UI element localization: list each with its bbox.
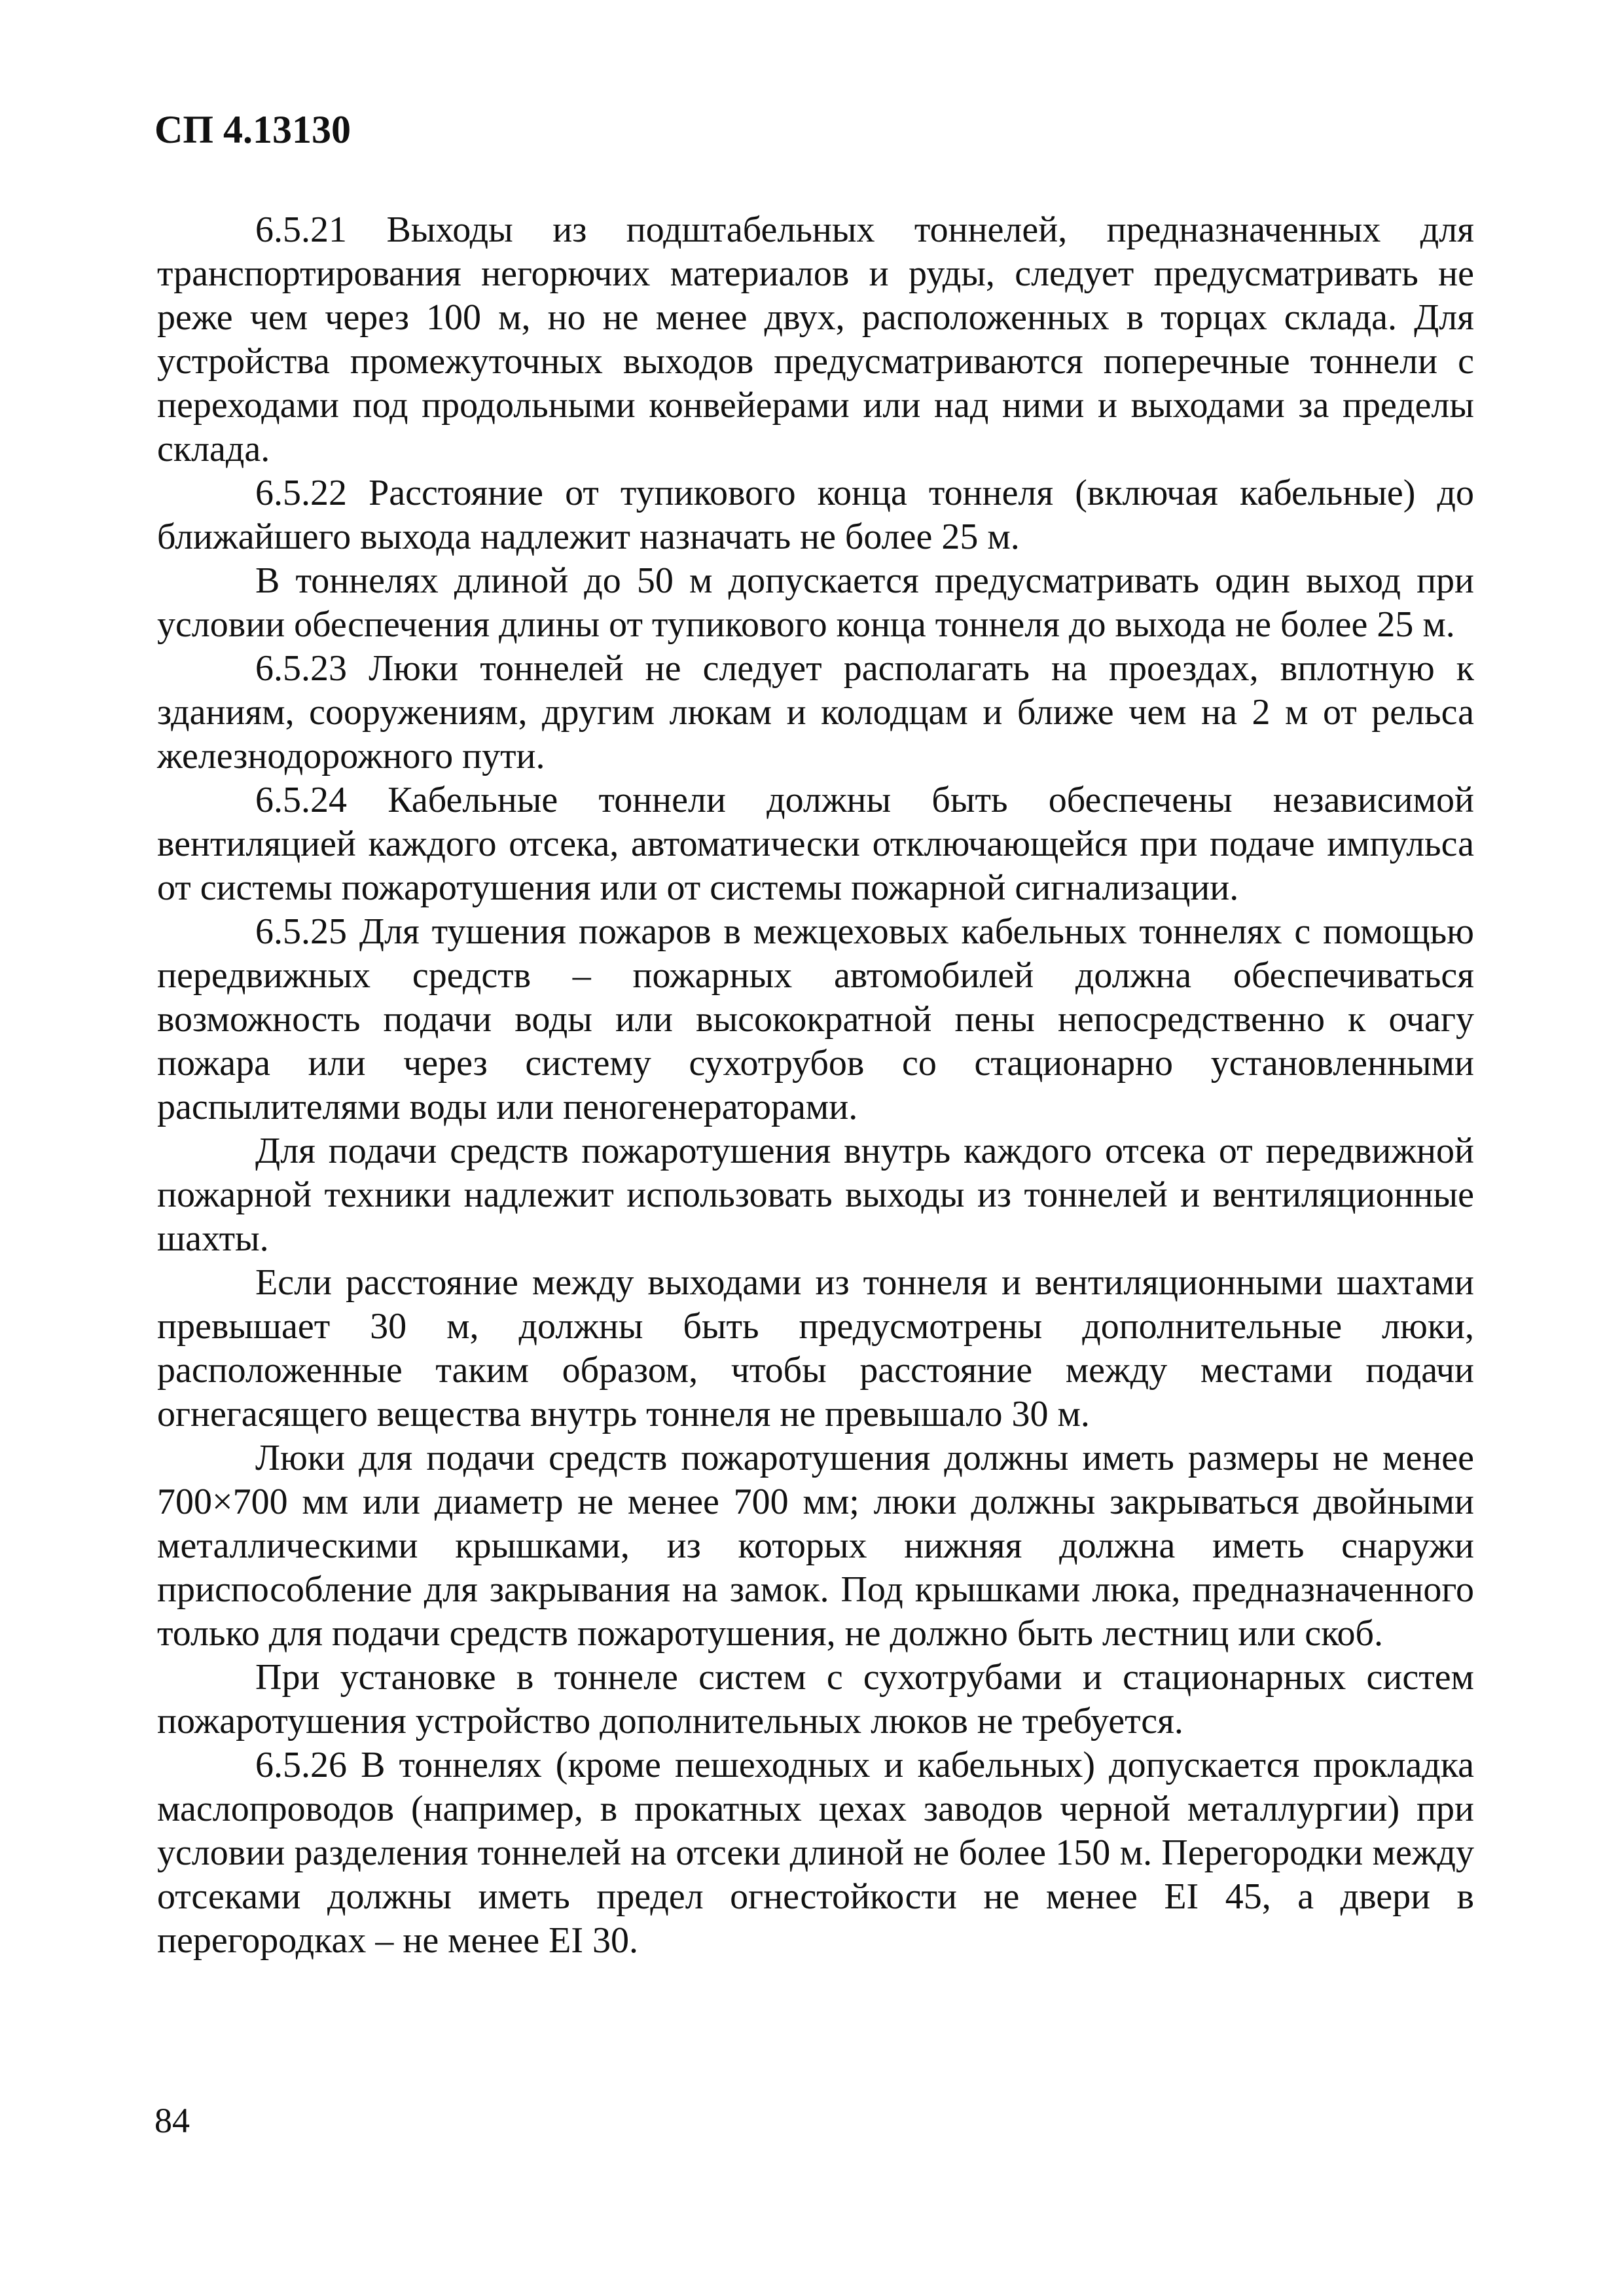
paragraph-6-5-23: 6.5.23 Люки тоннелей не следует располагать на проездах, вплотную к зданиям, сооружениям, другим люкам и колодцам и ближе чем на 2 м от рельса железнодорожного пути.: [157, 648, 1474, 776]
paragraph-6-5-25-hatches: Люки для подачи средств пожаротушения должны иметь размеры не менее 700×700 мм или диаметр не менее 700 мм; люки должны закрываться двойными металлическими крышками, из которых нижняя должна иметь снаружи приспособление для закрывания на замок. Под крышками люка, предназначенного только для подачи средств пожаротушения, не должно быть лестниц или скоб.: [157, 1438, 1474, 1654]
paragraph-6-5-25-distance: Если расстояние между выходами из тоннеля и вентиляционными шахтами превышает 30 м, должны быть предусмотрены дополнительные люки, расположенные таким образом, чтобы расстояние между местами подачи огнегасящего вещества внутрь тоннеля не превышало 30 м.: [157, 1262, 1474, 1434]
page-number: 84: [154, 2101, 190, 2140]
document-body: [157, 208, 1474, 1963]
document-code-header: СП 4.13130: [154, 108, 351, 151]
paragraph-6-5-24: 6.5.24 Кабельные тоннели должны быть обеспечены независимой вентиляцией каждого отсека, автоматически отключающейся при подаче импульса от системы пожаротушения или от системы пожарной сигнализации.: [157, 780, 1474, 908]
paragraph-6-5-25-supply: Для подачи средств пожаротушения внутрь каждого отсека от передвижной пожарной техники надлежит использовать выходы из тоннелей и вентиляционные шахты.: [157, 1131, 1474, 1259]
paragraph-6-5-22-note: В тоннелях длиной до 50 м допускается предусматривать один выход при условии обеспечения длины от тупикового конца тоннеля до выхода не более 25 м.: [157, 560, 1474, 645]
paragraph-6-5-25: 6.5.25 Для тушения пожаров в межцеховых кабельных тоннелях с помощью передвижных средств – пожарных автомобилей должна обеспечиваться возможность подачи воды или высокократной пены непосредственно к очагу пожара или через систему сухотрубов со стационарно установленными распылителями воды или пеногенераторами.: [157, 911, 1474, 1127]
paragraph-6-5-22: 6.5.22 Расстояние от тупикового конца тоннеля (включая кабельные) до ближайшего выхода надлежит назначать не более 25 м.: [157, 473, 1474, 557]
paragraph-6-5-21: 6.5.21 Выходы из подштабельных тоннелей, предназначенных для транспортирования негорючих материалов и руды, следует предусматривать не реже чем через 100 м, но не менее двух, расположенных в торцах склада. Для устройства промежуточных выходов предусматриваются поперечные тоннели с переходами под продольными конвейерами или над ними и выходами за пределы склада.: [157, 210, 1474, 469]
paragraph-6-5-25-drypipes: При установке в тоннеле систем с сухотрубами и стационарных систем пожаротушения устройство дополнительных люков не требуется.: [157, 1657, 1474, 1741]
paragraph-6-5-26: 6.5.26 В тоннелях (кроме пешеходных и кабельных) допускается прокладка маслопроводов (например, в прокатных цехах заводов черной металлургии) при условии разделения тоннелей на отсеки длиной не более 150 м. Перегородки между отсеками должны иметь предел огнестойкости не менее EI 45, а двери в перегородках – не менее EI 30.: [157, 1745, 1474, 1961]
